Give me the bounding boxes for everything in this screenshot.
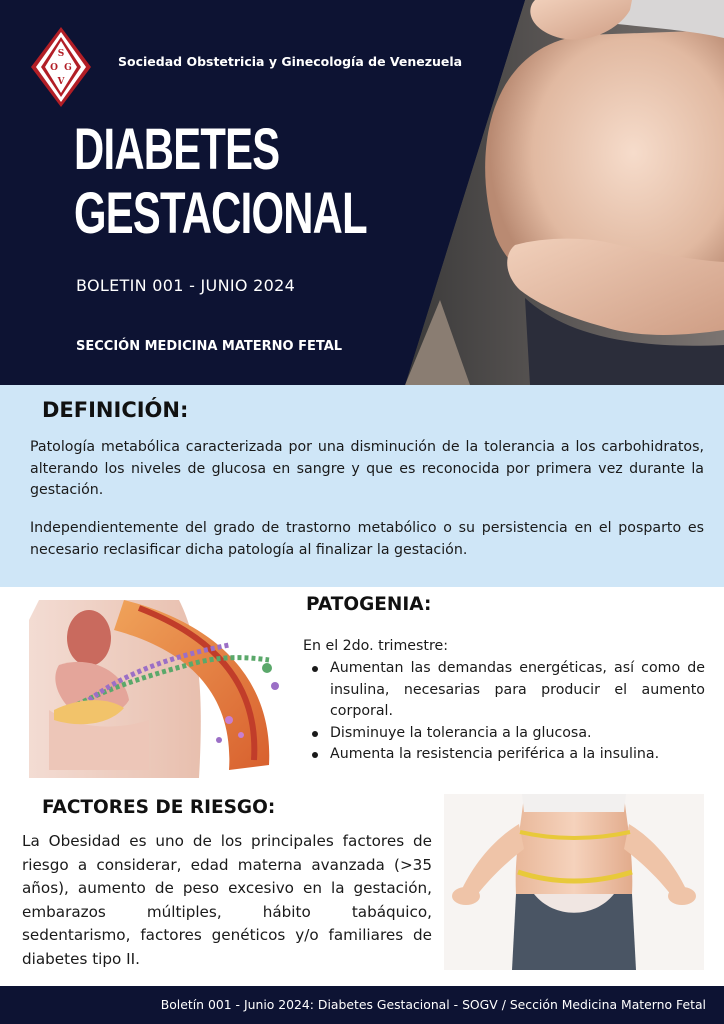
header-banner <box>0 0 724 385</box>
definition-heading: DEFINICIÓN: <box>42 398 189 422</box>
pathogenesis-heading: PATOGENIA: <box>306 594 432 615</box>
pathogenesis-intro: En el 2do. trimestre: <box>303 638 448 654</box>
bullet-icon <box>312 752 318 758</box>
section-label: SECCIÓN MEDICINA MATERNO FETAL <box>76 339 343 354</box>
list-item <box>303 744 705 766</box>
pathogenesis-list <box>303 658 705 766</box>
logo-letter-s: S <box>57 49 65 59</box>
organization-name: Sociedad Obstetricia y Ginecología de Venezuela <box>118 54 463 69</box>
list-item-text: Aumenta la resistencia periférica a la insulina. <box>330 746 660 762</box>
waist-measurement-photo <box>444 794 704 970</box>
logo-letter-v: V <box>57 77 65 87</box>
footer-bar <box>0 986 724 1024</box>
title-line-2: GESTACIONAL <box>74 181 367 246</box>
risk-factors-paragraph: La Obesidad es uno de los principales factores de riesgo a considerar, edad materna avanzada (>35 años), aumento de peso excesivo en la gestación, embarazos múltiples, hábito tabáquico, sedentarismo, factores genéticos y/o familiares de diabetes tipo II. <box>22 832 432 968</box>
list-item <box>303 723 705 745</box>
definition-paragraph-1: Patología metabólica caracterizada por una disminución de la tolerancia a los carbohidratos, alterando los niveles de glucosa en sangre y que es reconocida por primera vez durante la gestación. <box>30 439 704 498</box>
definition-paragraph-2: Independientemente del grado de trastorno metabólico o su persistencia en el posparto es necesario reclasificar dicha patología al finalizar la gestación. <box>30 520 704 558</box>
logo-letter-g: G <box>64 63 72 73</box>
list-item <box>303 658 705 723</box>
list-item-text: Disminuye la tolerancia a la glucosa. <box>330 724 592 741</box>
page-title <box>74 118 367 246</box>
bullet-icon <box>312 666 318 672</box>
footer-text: Boletín 001 - Junio 2024: Diabetes Gestacional - SOGV / Sección Medicina Materno Fetal <box>160 997 706 1012</box>
risk-factors-heading: FACTORES DE RIESGO: <box>42 797 276 818</box>
title-line-1: DIABETES <box>74 117 280 182</box>
logo-letter-o: O <box>50 63 58 73</box>
list-item-text: Aumentan las demandas energéticas, así como de insulina, necesarias para producir el aumento corporal. <box>330 660 705 719</box>
pancreas-illustration <box>29 600 284 778</box>
sogv-logo <box>30 26 92 108</box>
bullet-icon <box>312 731 318 737</box>
bulletin-label: BOLETIN 001 - JUNIO 2024 <box>76 276 296 295</box>
